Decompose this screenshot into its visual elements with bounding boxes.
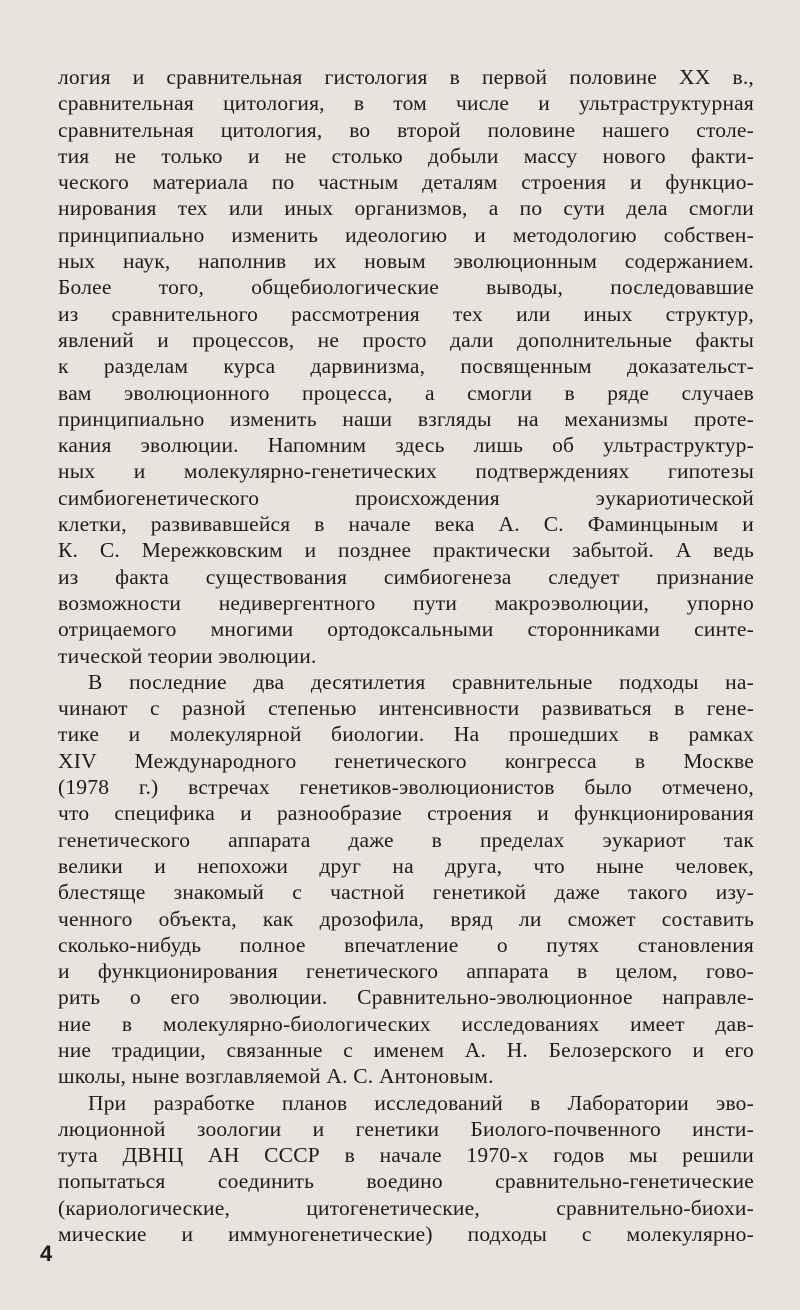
text-line: принципиально изменить идеологию и методологию собствен-: [58, 222, 754, 247]
text-line: сколько-нибудь полное впечатление о путях становления: [58, 932, 754, 957]
text-line: тике и молекулярной биологии. На прошедших в рамках: [58, 722, 754, 747]
text-line: из сравнительного рассмотрения тех или иных структур,: [58, 301, 754, 326]
paragraph: [58, 64, 754, 669]
text-line: из факта существования симбиогенеза следует признание: [58, 564, 754, 589]
text-line: что специфика и разнообразие строения и функционирования: [58, 801, 754, 826]
text-line: тута ДВНЦ АН СССР в начале 1970-х годов мы решили: [58, 1143, 754, 1168]
text-line: ченного объекта, как дрозофила, вряд ли сможет составить: [58, 906, 754, 931]
text-line: Более того, общебиологические выводы, последовавшие: [58, 275, 754, 300]
text-line: чинают с разной степенью интенсивности развиваться в гене-: [58, 696, 754, 721]
text-line: к разделам курса дарвинизма, посвященным доказательст-: [58, 354, 754, 379]
text-line: принципиально изменить наши взгляды на механизмы проте-: [58, 406, 754, 431]
text-line: и функционирования генетического аппарата в целом, гово-: [58, 959, 754, 984]
text-line: рить о его эволюции. Сравнительно-эволюционное направле-: [58, 985, 754, 1010]
text-line: XIV Международного генетического конгресса в Москве: [58, 748, 754, 773]
text-line: кания эволюции. Напомним здесь лишь об ультраструктур-: [58, 433, 754, 458]
text-line: В последние два десятилетия сравнительные подходы на-: [88, 669, 754, 694]
text-column: [58, 64, 754, 1247]
text-line: ние в молекулярно-биологических исследованиях имеет дав-: [58, 1011, 754, 1036]
text-line: тической теории эволюции.: [58, 643, 317, 668]
text-line: К. С. Мережковским и позднее практически забытой. А ведь: [58, 538, 754, 563]
page-number: 4: [40, 1241, 53, 1266]
text-line: блестяще знакомый с частной генетикой даже такого изу-: [58, 880, 754, 905]
text-line: люционной зоологии и генетики Биолого-почвенного инсти-: [58, 1116, 754, 1141]
text-line: явлений и процессов, не просто дали дополнительные факты: [58, 327, 754, 352]
paragraph: [58, 1090, 754, 1248]
text-line: велики и непохожи друг на друга, что ныне человек,: [58, 853, 754, 878]
text-line: возможности недивергентного пути макроэволюции, упорно: [58, 590, 754, 615]
text-line: (кариологические, цитогенетические, сравнительно-биохи-: [58, 1195, 754, 1220]
text-line: сравнительная цитология, в том числе и ультраструктурная: [58, 91, 754, 116]
text-line: школы, ныне возглавляемой А. С. Антоновым.: [58, 1064, 494, 1089]
text-line: (1978 г.) встречах генетиков-эволюционистов было отмечено,: [58, 775, 754, 800]
text-line: генетического аппарата даже в пределах эукариот так: [58, 827, 754, 852]
paragraph: [58, 669, 754, 1090]
text-line: сравнительная цитология, во второй половине нашего столе-: [58, 117, 754, 142]
text-line: мические и иммуногенетические) подходы с молекулярно-: [58, 1222, 754, 1247]
text-line: вам эволюционного процесса, а смогли в ряде случаев: [58, 380, 754, 405]
text-line: логия и сравнительная гистология в первой половине XX в.,: [58, 65, 754, 89]
text-line: попытаться соединить воедино сравнительно-генетические: [58, 1169, 754, 1194]
text-line: тия не только и не столько добыли массу нового факти-: [58, 143, 754, 168]
text-line: ческого материала по частным деталям строения и функцио-: [58, 170, 754, 195]
text-line: ных наук, наполнив их новым эволюционным содержанием.: [58, 249, 754, 274]
text-line: отрицаемого многими ортодоксальными сторонниками синте-: [58, 617, 754, 642]
text-line: симбиогенетического происхождения эукариотической: [58, 485, 754, 510]
text-line: клетки, развивавшейся в начале века А. С. Фаминцыным и: [58, 512, 754, 537]
text-line: нирования тех или иных организмов, а по сути дела смогли: [58, 196, 754, 221]
text-line: При разработке планов исследований в Лаборатории эво-: [88, 1090, 754, 1115]
text-line: ных и молекулярно-генетических подтверждениях гипотезы: [58, 459, 754, 484]
text-line: ние традиции, связанные с именем А. Н. Белозерского и его: [58, 1037, 754, 1062]
